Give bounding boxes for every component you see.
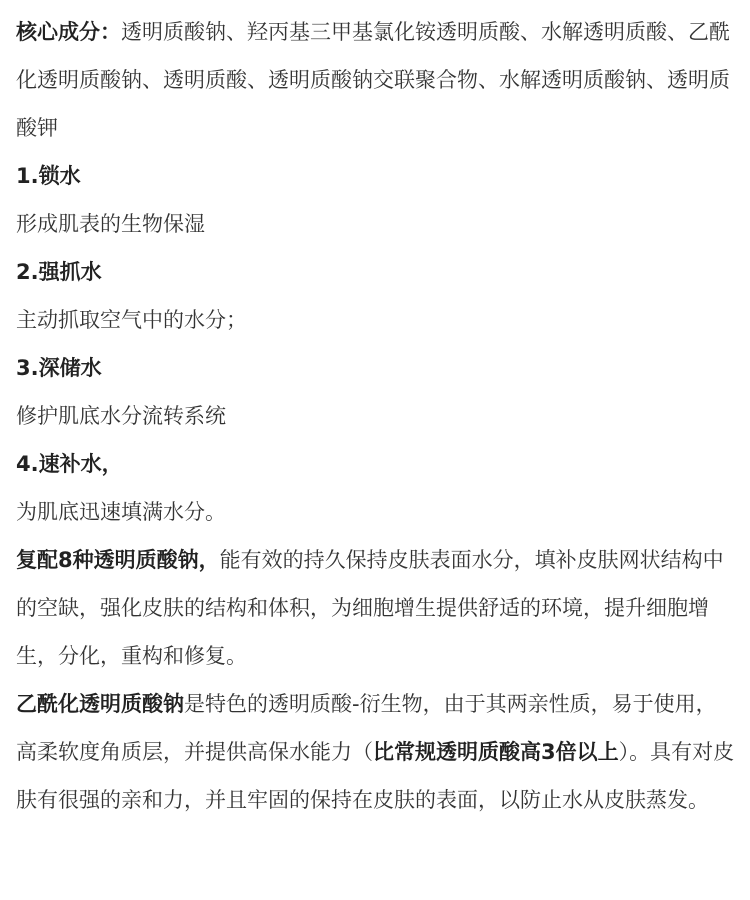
feature-title-2: 2.强抓水: [16, 260, 102, 284]
ingredients-list: 透明质酸钠、羟丙基三甲基氯化铵透明质酸、水解透明质酸、乙酰化透明质酸钠、透明质酸、透明质酸钠交联聚合物、水解透明质酸钠、透明质酸钾: [16, 20, 730, 140]
acetylated-paragraph: [16, 680, 736, 824]
compound-paragraph: [16, 536, 736, 680]
acetylated-text-1: 是特色的透明质酸-衍生物，由于其两亲性质，易于使用，高柔软度角质层，并提供高保水能力（: [16, 692, 717, 764]
feature-desc-3: 修护肌底水分流转系统: [16, 404, 226, 428]
feature-desc-2: 主动抓取空气中的水分；: [16, 308, 247, 332]
feature-desc-4: 为肌底迅速填满水分。: [16, 500, 226, 524]
acetylated-bold: 乙酰化透明质酸钠: [16, 692, 184, 716]
feature-title-4: 4.速补水，: [16, 452, 123, 476]
acetylated-highlight: 比常规透明质酸高3倍以上: [373, 740, 619, 764]
feature-title-1: 1.锁水: [16, 164, 81, 188]
acetylated-text-2: ）。具有对皮肤有很强的亲和力，并且牢固的保持在皮肤的表面，以防止水从皮肤蒸发。: [16, 740, 735, 812]
ingredients-label: 核心成分：: [16, 20, 121, 44]
ingredients-paragraph: [16, 8, 736, 152]
feature-desc-1: 形成肌表的生物保湿: [16, 212, 205, 236]
feature-title-3: 3.深储水: [16, 356, 102, 380]
compound-bold: 复配8种透明质酸钠，: [16, 548, 220, 572]
compound-text: 能有效的持久保持皮肤表面水分，填补皮肤网状结构中的空缺，强化皮肤的结构和体积，为细胞增生提供舒适的环境，提升细胞增生，分化，重构和修复。: [16, 548, 724, 668]
